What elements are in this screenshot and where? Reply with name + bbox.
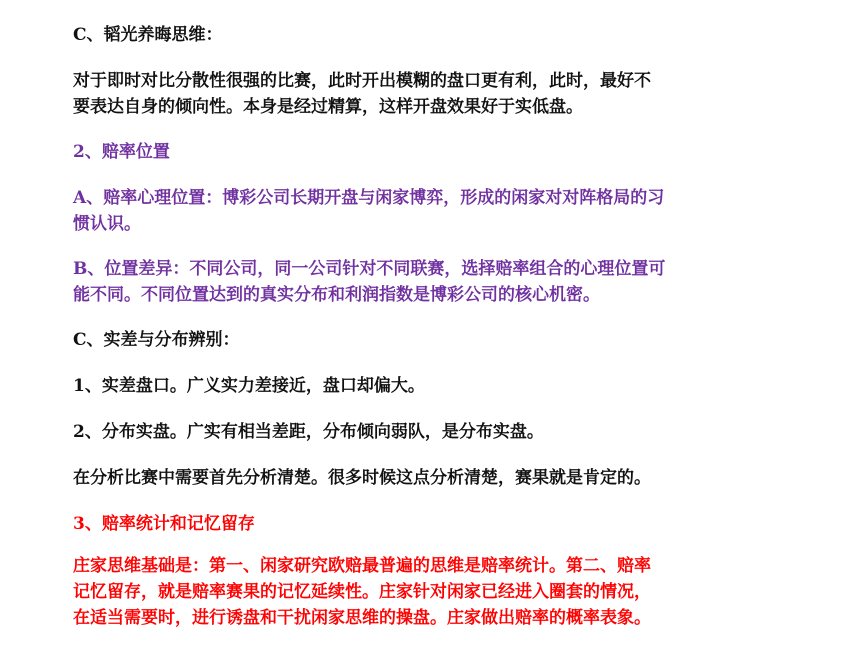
list-item-1: 1、实差盘口。广义实力差接近，盘口却偏大。	[73, 376, 425, 396]
list-item-2: 2、分布实盘。广实有相当差距，分布倾向弱队，是分布实盘。	[73, 422, 544, 442]
heading-odds-position: 2、赔率位置	[73, 142, 170, 162]
heading-odds-statistics: 3、赔率统计和记忆留存	[73, 514, 255, 534]
paragraph-psychological-position: A、赔率心理位置：博彩公司长期开盘与闲家博弈，形成的闲家对对阵格局的习 惯认识。	[73, 188, 665, 234]
paragraph-bookmaker-thinking: 庄家思维基础是：第一、闲家研究欧赔最普遍的思维是赔率统计。第二、赔率 记忆留存，就是赔率赛果的记忆延续性。庄家针对闲家已经进入圈套的情况， 在适当需要时，进行诱盘和干扰闲家思维的操盘。庄家做出赔率的概率表象。	[73, 556, 651, 628]
paragraph-analysis: 在分析比赛中需要首先分析清楚。很多时候这点分析清楚，赛果就是肯定的。	[73, 468, 651, 488]
paragraph-position-difference: B、位置差异：不同公司，同一公司针对不同联赛，选择赔率组合的心理位置可 能不同。不同位置达到的真实分布和利润指数是博彩公司的核心机密。	[73, 259, 666, 305]
heading-difference-distribution: C、实差与分布辨别：	[73, 330, 240, 350]
heading-c-strategy: C、韬光养晦思维：	[73, 25, 223, 45]
paragraph-c-strategy: 对于即时对比分散性很强的比赛，此时开出模糊的盘口更有利，此时，最好不 要表达自身的倾向性。本身是经过精算，这样开盘效果好于实低盘。	[73, 71, 651, 117]
